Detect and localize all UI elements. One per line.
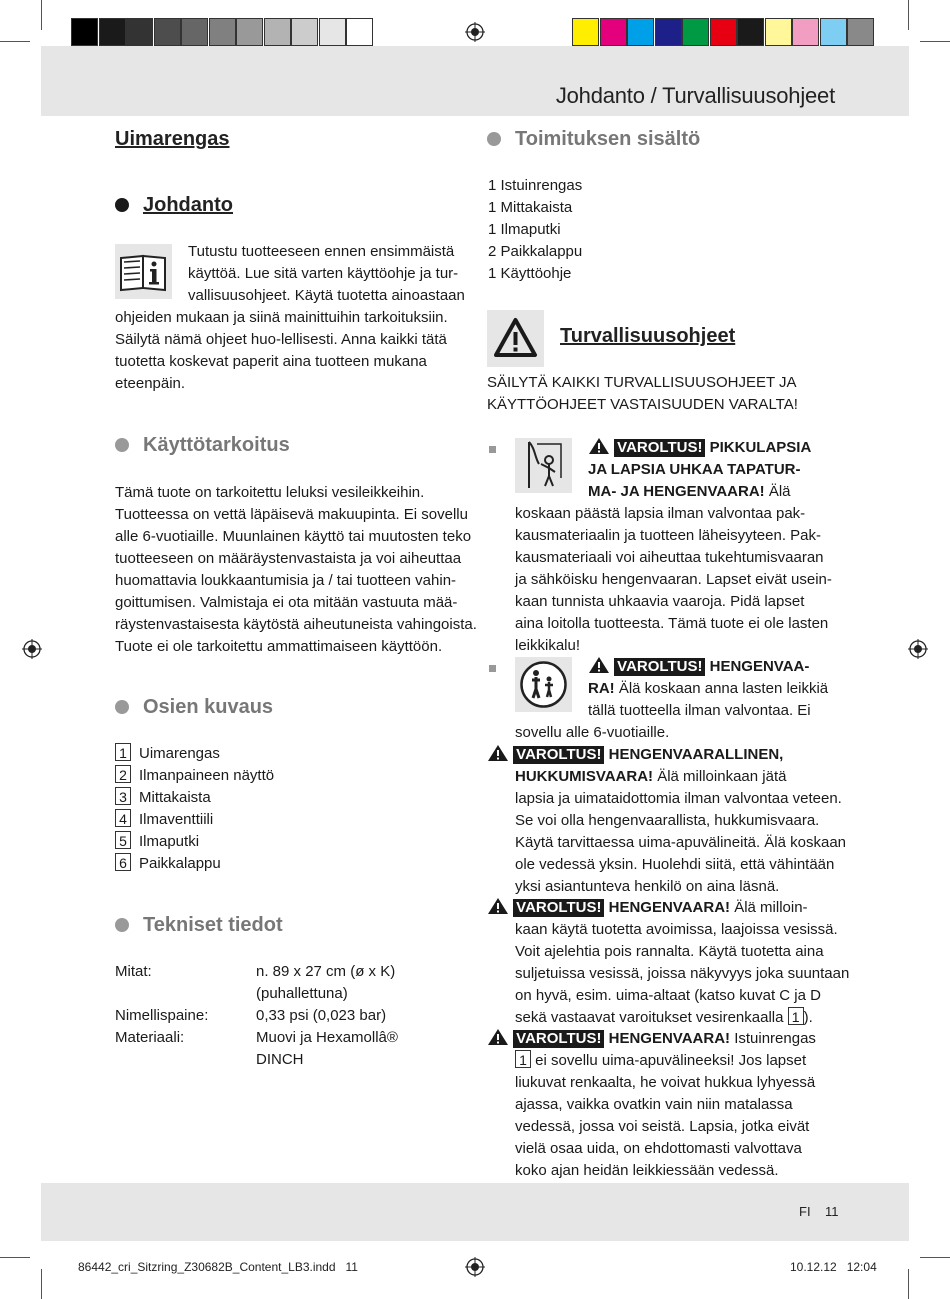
part-label: Mittakaista: [139, 789, 211, 806]
color-swatch: [737, 18, 764, 46]
warning-3-line: [515, 766, 786, 788]
page-header-title: Johdanto / Turvallisuusohjeet: [555, 83, 835, 108]
delivery-item: 2 Paikkalappu: [488, 243, 583, 260]
warning-4-line: kaan käytä tuotetta avoimissa, laajoissa vesissä.: [515, 921, 838, 938]
delivery-item: 1 Istuinrengas: [488, 177, 583, 194]
part-label: Uimarengas: [139, 745, 220, 762]
footer-band: [41, 1183, 909, 1241]
delivery-item: 1 Mittakaista: [488, 199, 573, 216]
warning-4-line: Voit ajelehtia pois rannalta. Käytä tuotetta aina: [515, 943, 824, 960]
warning-text: Älä milloinkaan jätä: [653, 768, 787, 785]
color-swatch: [181, 18, 208, 46]
part-number: 6: [115, 853, 131, 871]
color-swatch: [126, 18, 153, 46]
warning-5-line: [515, 1050, 806, 1072]
parts-item: [115, 809, 274, 831]
registration-mark-icon: [465, 22, 485, 42]
warning-1-line: kausmateriaali voi aiheuttaa tukehtumisvaaran: [515, 549, 824, 566]
purpose-line: Tuotteessa on vettä läpäisevä makuupinta. Ei sovellu: [115, 506, 468, 523]
warning-triangle-icon: [487, 1028, 509, 1046]
color-swatch: [627, 18, 654, 46]
parts-heading-text: Osien kuvaus: [143, 696, 274, 718]
warning-tag: VAROLTUS!: [614, 658, 705, 676]
warning-triangle-icon: [487, 310, 544, 367]
color-swatch: [291, 18, 318, 46]
delivery-item: 1 Käyttöohje: [488, 265, 572, 282]
purpose-line: tuotteeseen on määräystenvastaista ja voi aiheuttaa: [115, 550, 462, 567]
purpose-line: huomattavia loukkaantumisia ja / tai tuotteen vahin-: [115, 572, 457, 589]
warning-1-line: koskaan päästä lapsia ilman valvontaa pak-: [515, 505, 806, 522]
parts-list: [115, 743, 274, 875]
intro-line: Tutustu tuotteeseen ennen ensimmäistä: [188, 243, 455, 260]
color-swatch: [655, 18, 682, 46]
delivery-item: 1 Ilmaputki: [488, 221, 561, 238]
part-label: Ilmaventtiili: [139, 811, 214, 828]
warning-tag: VAROLTUS!: [614, 439, 705, 457]
safety-keep-line: KÄYTTÖOHJEET VASTAISUUDEN VARALTA!: [487, 396, 798, 413]
warning-4-line: [515, 1007, 813, 1029]
crop-mark: [908, 1269, 909, 1299]
square-bullet-icon: [489, 446, 496, 453]
color-swatch: [820, 18, 847, 46]
footer-lang: FI: [799, 1204, 811, 1219]
parts-item: [115, 787, 274, 809]
warning-head: RA!: [588, 680, 615, 697]
part-label: Paikkalappu: [139, 855, 221, 872]
parts-item: [115, 765, 274, 787]
spec-value: (puhallettuna): [256, 985, 348, 1002]
warning-1-line: JA LAPSIA UHKAA TAPATUR-: [588, 461, 801, 478]
warning-1-line: [588, 437, 811, 459]
crop-mark: [908, 0, 909, 30]
bullet-icon: [115, 700, 129, 714]
spec-label: Mitat:: [115, 963, 152, 980]
safety-heading: Turvallisuusohjeet: [560, 325, 736, 347]
warning-head: HENGENVAARA!: [608, 899, 731, 916]
color-swatch: [792, 18, 819, 46]
registration-mark-icon: [465, 1257, 485, 1277]
slug-date: 10.12.12 12:04: [790, 1260, 877, 1274]
crop-mark: [920, 1257, 950, 1258]
warning-1-line: kausmateriaalin ja tuotteen läheisyyteen. Pak-: [515, 527, 822, 544]
warning-3-line: ole vedessä yksin. Huolehdi siitä, että vähintään: [515, 856, 835, 873]
warning-head: HENGENVAARALLINEN,: [608, 746, 784, 763]
color-swatch: [236, 18, 263, 46]
warning-text: Älä koskaan anna lasten leikkiä: [614, 680, 829, 697]
part-number: 5: [115, 831, 131, 849]
purpose-heading-text: Käyttötarkoitus: [143, 434, 290, 456]
warning-triangle-icon: [588, 656, 610, 674]
warning-5-line: liukuvat renkaalta, he voivat hukkua lyhyessä: [515, 1074, 816, 1091]
warning-5-line: vielä osaa uida, on ehdottomasti valvottava: [515, 1140, 802, 1157]
warning-5-line: ajassa, vaikka ovatkin vain niin matalassa: [515, 1096, 793, 1113]
purpose-line: alle 6-vuotiaille. Muunlainen käyttö tai muutosten teko: [115, 528, 472, 545]
warning-5-line: [487, 1028, 816, 1050]
warning-text: Älä milloin-: [730, 899, 808, 916]
warning-1-line: ja sähköisku hengenvaaran. Lapset eivät usein-: [515, 571, 832, 588]
tech-heading: [115, 914, 283, 937]
warning-2-line: sovellu alle 6-vuotiaille.: [515, 724, 670, 741]
part-number: 3: [115, 787, 131, 805]
color-swatch: [346, 18, 373, 46]
delivery-heading: [487, 128, 700, 151]
part-label: Ilmanpaineen näyttö: [139, 767, 275, 784]
warning-triangle-icon: [588, 437, 610, 455]
warning-text: Älä: [764, 483, 791, 500]
warning-3-line: Käytä tarvittaessa uima-apuvälineitä. Älä koskaan: [515, 834, 847, 851]
page-number: 11: [825, 1204, 839, 1219]
crop-mark: [41, 1269, 42, 1299]
child-packaging-icon: [515, 438, 572, 493]
warning-text: ei sovellu uima-apuvälineeksi! Jos lapset: [531, 1052, 807, 1069]
registration-mark-icon: [908, 639, 928, 659]
warning-3-line: [487, 744, 783, 766]
delivery-heading-text: Toimituksen sisältö: [515, 128, 701, 150]
part-number: 1: [515, 1050, 531, 1068]
part-number: 4: [115, 809, 131, 827]
part-number: 2: [115, 765, 131, 783]
color-swatch: [765, 18, 792, 46]
warning-tag: VAROLTUS!: [513, 1030, 604, 1048]
color-swatch: [710, 18, 737, 46]
color-swatch: [319, 18, 346, 46]
warning-text: Istuinrengas: [730, 1030, 816, 1047]
bullet-icon: [487, 132, 501, 146]
purpose-line: Tuote ei ole tarkoitettu ammattimaiseen käyttöön.: [115, 638, 443, 655]
intro-heading-text: Johdanto: [143, 194, 233, 216]
intro-line: käyttöä. Lue sitä varten käyttöohje ja tur-: [188, 265, 459, 282]
warning-1-line: [588, 481, 791, 503]
intro-heading: [115, 194, 233, 217]
intro-line: eteenpäin.: [115, 375, 186, 392]
color-swatch: [99, 18, 126, 46]
parts-item: [115, 743, 274, 765]
warning-tag: VAROLTUS!: [513, 746, 604, 764]
crop-mark: [41, 0, 42, 30]
intro-line: tuotetta koskevat paperit aina tuotteen mukana: [115, 353, 427, 370]
warning-head: HENGENVAARA!: [608, 1030, 731, 1047]
color-swatch: [847, 18, 874, 46]
warning-3-line: yksi asiantunteva henkilö on aina läsnä.: [515, 878, 780, 895]
warning-head: HUKKUMISVAARA!: [515, 768, 654, 785]
spec-value: Muovi ja Hexamollâ®: [256, 1029, 398, 1046]
color-swatch: [264, 18, 291, 46]
spec-value: DINCH: [256, 1051, 304, 1068]
part-number: 1: [115, 743, 131, 761]
warning-2-line: [588, 678, 828, 700]
parts-heading: [115, 696, 273, 719]
bullet-icon: [115, 198, 129, 212]
warning-1-line: aina loitolla tuotteesta. Tämä tuote ei ole lasten: [515, 615, 829, 632]
warning-1-line: kaan tunnista uhkaavia vaaroja. Pidä lapset: [515, 593, 805, 610]
warning-text: ).: [803, 1009, 813, 1026]
tech-heading-text: Tekniset tiedot: [143, 914, 283, 936]
spec-label: Materiaali:: [115, 1029, 185, 1046]
intro-line: Säilytä nämä ohjeet huo-lellisesti. Anna kaikki tätä: [115, 331, 447, 348]
color-swatch: [572, 18, 599, 46]
bullet-icon: [115, 918, 129, 932]
intro-line: ohjeiden mukaan ja siinä mainittuihin tarkoituksiin.: [115, 309, 448, 326]
crop-mark: [0, 1257, 30, 1258]
bullet-icon: [115, 438, 129, 452]
main-title: Uimarengas: [115, 128, 230, 150]
purpose-line: Tämä tuote on tarkoitettu leluksi vesileikkeihin.: [115, 484, 425, 501]
warning-5-line: koko ajan heidän leikkiessään vedessä.: [515, 1162, 779, 1179]
purpose-line: räystenvastaisesta käytöstä aiheutuneista vahingoista.: [115, 616, 477, 633]
color-swatch: [682, 18, 709, 46]
purpose-line: goittumisen. Valmistaja ei ota mitään vastuuta mää-: [115, 594, 458, 611]
warning-2-line: [588, 656, 809, 678]
color-swatch: [600, 18, 627, 46]
part-label: Ilmaputki: [139, 833, 200, 850]
square-bullet-icon: [489, 665, 496, 672]
warning-tag: VAROLTUS!: [513, 899, 604, 917]
warning-4-line: [487, 897, 808, 919]
purpose-heading: [115, 434, 290, 457]
adult-child-supervision-icon: [515, 657, 572, 712]
warning-triangle-icon: [487, 744, 509, 762]
warning-2-line: tällä tuotteella ilman valvontaa. Ei: [588, 702, 811, 719]
warning-head: PIKKULAPSIA: [709, 439, 812, 456]
warning-head: HENGENVAA-: [709, 658, 810, 675]
warning-3-line: lapsia ja uimataidottomia ilman valvontaa veteen.: [515, 790, 842, 807]
warning-5-line: vedessä, jossa voi seistä. Lapsia, jotka eivät: [515, 1118, 810, 1135]
spec-label: Nimellispaine:: [115, 1007, 209, 1024]
safety-keep-line: SÄILYTÄ KAIKKI TURVALLISUUSOHJEET JA: [487, 374, 797, 391]
parts-item: [115, 831, 274, 853]
warning-4-line: suljetuissa vesissä, joissa näkyvyys joka suuntaan: [515, 965, 850, 982]
registration-mark-icon: [22, 639, 42, 659]
spec-value: n. 89 x 27 cm (ø x K): [256, 963, 396, 980]
color-swatch: [209, 18, 236, 46]
crop-mark: [920, 41, 950, 42]
color-swatch: [71, 18, 98, 46]
intro-line: vallisuusohjeet. Käytä tuotetta ainoastaan: [188, 287, 465, 304]
crop-mark: [0, 41, 30, 42]
part-number: 1: [788, 1007, 804, 1025]
spec-value: 0,33 psi (0,023 bar): [256, 1007, 387, 1024]
warning-4-line: on hyvä, esim. uima-altaat (katso kuvat C ja D: [515, 987, 821, 1004]
parts-item: [115, 853, 274, 875]
color-swatch: [154, 18, 181, 46]
warning-3-line: Se voi olla hengenvaarallista, hukkumisvaara.: [515, 812, 820, 829]
info-book-icon: [115, 244, 172, 299]
warning-1-line: leikkikalu!: [515, 637, 581, 654]
warning-triangle-icon: [487, 897, 509, 915]
warning-text: sekä vastaavat varoitukset vesirenkaalla: [515, 1009, 784, 1026]
warning-head: MA- JA HENGENVAARA!: [588, 483, 765, 500]
slug-filename: 86442_cri_Sitzring_Z30682B_Content_LB3.indd 11: [78, 1260, 358, 1274]
